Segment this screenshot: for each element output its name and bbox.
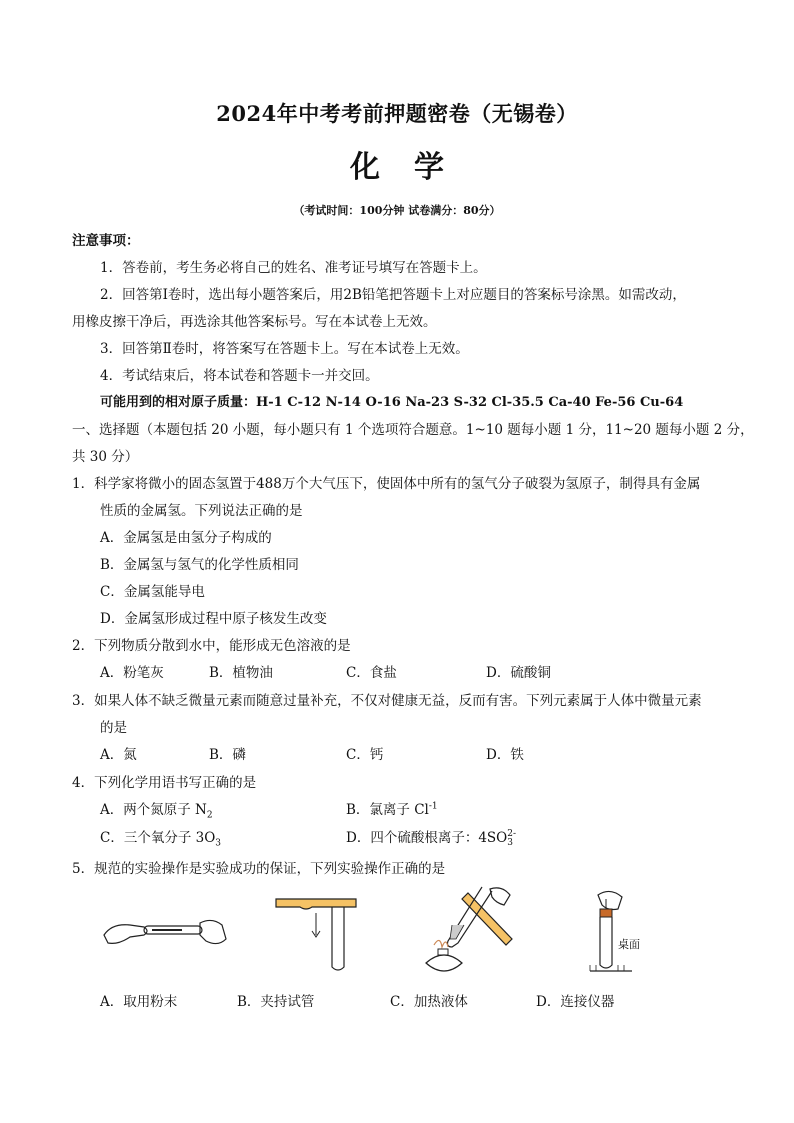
q4-option-d-sup: 2- <box>507 828 517 839</box>
q3-option-b: B．磷 <box>209 747 246 763</box>
q1-option-b: B．金属氢与氢气的化学性质相同 <box>100 557 299 573</box>
q2-stem: 2．下列物质分散到水中，能形成无色溶液的是 <box>72 638 351 654</box>
atomic-masses: 可能用到的相对原子质量：H-1 C-12 N-14 O-16 Na-23 S-32 Cl-35.5 Ca-40 Fe-56 Cu-64 <box>100 395 684 410</box>
hold-test-tube-figure <box>272 893 362 975</box>
q3-stem-cont: 的是 <box>100 720 127 736</box>
q2-option-a: A．粉笔灰 <box>100 665 164 681</box>
exam-title: 2024年中考考前押题密卷（无锡卷） <box>216 101 578 126</box>
q4-option-b-sup: -1 <box>428 801 438 812</box>
q4-option-b-text: B．氯离子 Cl <box>346 802 429 818</box>
note-2-line1: 2．回答第Ⅰ卷时，选出每小题答案后，用2B铅笔把答题卡上对应题目的答案标号涂黑。如需改动， <box>100 287 686 303</box>
heat-liquid-figure <box>420 885 520 980</box>
q2-option-d: D．硫酸铜 <box>486 665 551 681</box>
q5-option-c: C．加热液体 <box>390 994 468 1010</box>
desk-label: 桌面 <box>618 938 640 951</box>
time-info: （考试时间：100分钟 试卷满分：80分） <box>293 204 501 217</box>
q3-stem: 3．如果人体不缺乏微量元素而随意过量补充，不仅对健康无益，反而有害。下列元素属于人体中微量元素 <box>72 693 702 709</box>
q4-option-d-sub: 3 <box>507 837 513 848</box>
q4-stem: 4．下列化学用语书写正确的是 <box>72 775 257 791</box>
note-1: 1．答卷前，考生务必将自己的姓名、准考证号填写在答题卡上。 <box>100 260 487 276</box>
q5-stem: 5．规范的实验操作是实验成功的保证，下列实验操作正确的是 <box>72 861 446 877</box>
take-powder-figure <box>100 905 230 955</box>
q5-option-b: B．夹持试管 <box>237 994 315 1010</box>
q3-option-c: C．钙 <box>346 747 384 763</box>
q1-stem-cont: 性质的金属氢。下列说法正确的是 <box>100 503 303 519</box>
q4-option-a <box>100 798 213 821</box>
note-4: 4．考试结束后，将本试卷和答题卡一并交回。 <box>100 368 379 384</box>
q3-option-d: D．铁 <box>486 747 524 763</box>
q3-option-a: A．氮 <box>100 747 137 763</box>
q1-option-d: D．金属氢形成过程中原子核发生改变 <box>100 611 327 627</box>
connect-apparatus-figure <box>580 885 650 980</box>
q2-option-b: B．植物油 <box>209 665 273 681</box>
q1-stem: 1．科学家将微小的固态氢置于488万个大气压下，使固体中所有的氢气分子破裂为氢原子，制得具有金属 <box>72 476 701 492</box>
q4-option-a-sub: 2 <box>206 810 213 821</box>
notes-heading: 注意事项： <box>72 233 140 249</box>
section1-heading-cont: 共 30 分） <box>72 449 139 465</box>
q5-option-d: D．连接仪器 <box>536 994 615 1010</box>
q1-option-c: C．金属氢能导电 <box>100 584 205 600</box>
q5-option-a: A．取用粉末 <box>100 994 178 1010</box>
q4-option-d <box>346 826 516 848</box>
note-2-line2: 用橡皮擦干净后，再选涂其他答案标号。写在本试卷上无效。 <box>72 314 437 330</box>
q4-option-c <box>100 826 221 849</box>
q4-option-c-sub: 3 <box>215 838 222 849</box>
section1-heading: 一、选择题（本题包括 20 小题，每小题只有 1 个选项符合题意。1~10 题每小题 1 分，11~20 题每小题 2 分， <box>72 422 754 438</box>
q4-option-c-text: C．三个氧分子 3O <box>100 830 216 846</box>
subject-title: 化学 <box>350 150 478 185</box>
q1-option-a: A．金属氢是由氢分子构成的 <box>100 530 272 546</box>
q4-option-a-text: A．两个氮原子 N <box>100 802 207 818</box>
note-3: 3．回答第Ⅱ卷时，将答案写在答题卡上。写在本试卷上无效。 <box>100 341 469 357</box>
q4-option-d-text: D．四个硫酸根离子：4SO <box>346 830 508 846</box>
q2-option-c: C．食盐 <box>346 665 397 681</box>
q4-option-b <box>346 798 438 818</box>
